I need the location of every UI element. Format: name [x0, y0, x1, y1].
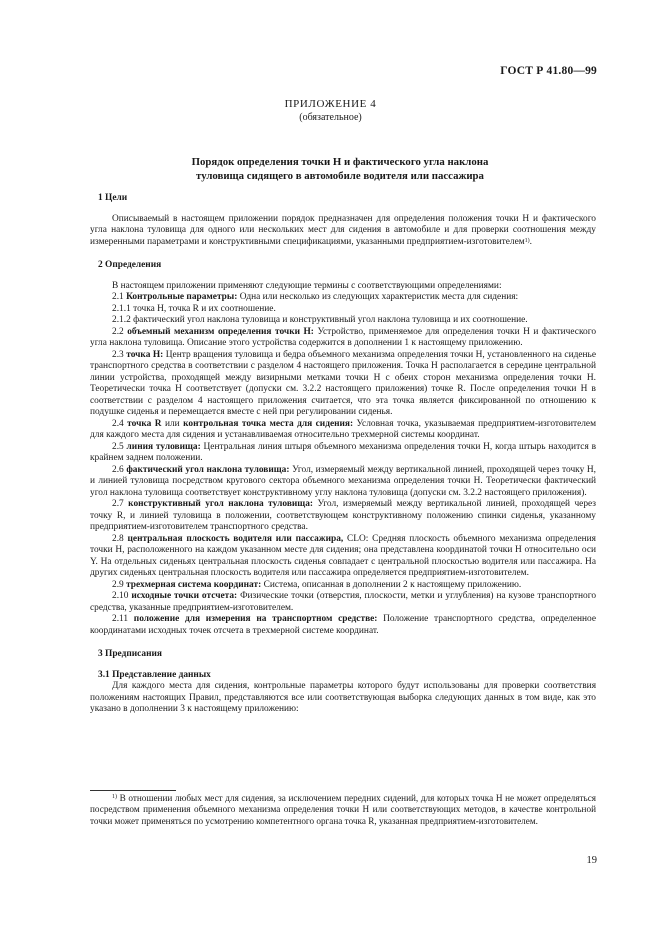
- definition-2-1: 2.1 Контрольные параметры: Одна или несколько из следующих характеристик места для сидения:: [112, 292, 519, 302]
- footnote: [90, 793, 596, 827]
- document-body: [90, 193, 596, 716]
- document-title-line-2: туловища сидящего в автомобиле водителя или пассажира: [196, 170, 484, 182]
- appendix-heading: [0, 98, 661, 124]
- footnote-mark: 1): [112, 794, 117, 800]
- definition-2-11: 2.11 положение для измерения на транспортном средстве: Положение транспортного средства, определенное координатами исходных точек отсчета в трехмерной системе координат.: [90, 614, 597, 636]
- definition-2-9: 2.9 трехмерная система координат: Система, описанная в дополнении 2 к настоящему приложению.: [112, 579, 522, 590]
- definition-2-7: 2.7 конструктивный угол наклона туловища: Угол, измеряемый между вертикальной линией, проходящей через точку R, и линией туловища в положении, соответствующем конструктивному положению спинки сиденья, указанному предприятием-изготовителем транспортного средства.: [90, 499, 596, 532]
- definition-2-3: 2.3 точка Н: Центр вращения туловища и бедра объемного механизма определения точки Н, установленного на сиденье транспортного средства в соответствии с разделом 4 настоящего приложения. Точка Н располагается в середине центральной линии устройства, проходящей между визирными метками точки Н с обеих сторон механизма определения точки Н. Теоретически точка Н соответствует (допуски см. 3.2.2 настоящего приложения) точке R. После определения точки Н в соответствии с разделом 4 настоящего приложения считается, что эта точка является фиксированной по отношению к подушке сиденья и перемещается вместе с ней при регулировании сиденья.: [90, 349, 596, 417]
- footnote-text: В отношении любых мест для сидения, за исключением передних сидений, для которых точка Н не может определяться посредством применения объемного механизма определения точки Н или соответствующих методов, в качестве контрольной точки может применяться по усмотрению компетентного органа точка R, указанная предприятием-изготовителем.: [90, 793, 596, 826]
- document-title: [90, 155, 590, 183]
- footnote-separator: [90, 790, 176, 791]
- section-2-heading: 2 Определения: [98, 260, 162, 270]
- section-1-heading: 1 Цели: [98, 193, 128, 203]
- document-title-line-1: Порядок определения точки Н и фактического угла наклона: [191, 156, 489, 168]
- page-number: 19: [586, 855, 597, 866]
- section-3-1-paragraph: Для каждого места для сидения, контрольные параметры которого будут использованы для проверки соответствия положениям настоящих Правил, представляются все или соответствующая выборка следующих данных в том виде, как это указано в дополнении 3 к настоящему приложению:: [90, 681, 596, 714]
- definition-2-1-1: 2.1.1 точка Н, точка R и их соотношение.: [112, 303, 276, 314]
- definition-2-1-2: 2.1.2 фактический угол наклона туловища и конструктивный угол наклона туловища и их соотношение.: [112, 315, 528, 325]
- footnote-reference: 1): [524, 237, 530, 244]
- subsection-3-1-heading: 3.1 Представление данных: [98, 669, 211, 680]
- section-2-intro: В настоящем приложении применяют следующие термины с соответствующими определениями:: [112, 280, 502, 291]
- definition-2-2: 2.2 объемный механизм определения точки Н: Устройство, применяемое для определения точки Н и фактического угла наклона туловища. Описание этого устройства содержится в дополнении 1 к настоящему приложению.: [90, 326, 597, 348]
- appendix-title: ПРИЛОЖЕНИЕ 4: [284, 98, 377, 110]
- definition-2-5: 2.5 линия туловища: Центральная линия штыря объемного механизма определения точки Н, когда штырь находится в крайнем заднем положении.: [90, 441, 596, 463]
- section-1-paragraph: Описываемый в настоящем приложении порядок предназначен для определения положения точки Н и фактического угла наклона туловища для одного или нескольких мест для сидения в автомобиле и для проверки соотношения между измеренными параметрами и конструктивными спецификациями, указанными предприятием-изготовителем$^{1)}$.: [90, 213, 596, 247]
- definition-2-10: 2.10 исходные точки отсчета: Физические точки (отверстия, плоскости, метки и углубления) на кузове транспортного средства, указанные предприятием-изготовителем.: [90, 591, 597, 613]
- appendix-status: (обязательное): [299, 112, 362, 123]
- standard-designation: ГОСТ Р 41.80—99: [500, 65, 597, 77]
- section-3-heading: 3 Предписания: [98, 649, 162, 659]
- definition-2-8: 2.8 центральная плоскость водителя или пассажира, CLO: Средняя плоскость объемного механизма определения точки Н, расположенного на каждом указанном месте для сидения; она представлена координатой точки Н относительно оси Y. На отдельных сиденьях центральная плоскость сиденья совпадает с центральной плоскостью водителя или пассажира. На других сиденьях центральная плоскость водителя или пассажира определяется предприятием-изготовителем.: [90, 533, 596, 578]
- definition-2-6: 2.6 фактический угол наклона туловища: Угол, измеряемый между вертикальной линией, проходящей через точку Н, и линией туловища посредством кругового сектора объемного механизма определения точки Н. Теоретически фактический угол наклона туловища соответствует конструктивному углу наклона туловища (допуски см. 3.2.2 настоящего приложения).: [90, 464, 596, 498]
- definition-2-4: 2.4 точка R или контрольная точка места для сидения: Условная точка, указываемая предприятием-изготовителем для каждого места для сидения и устанавливаемая относительно трехмерной системы координат.: [90, 418, 597, 440]
